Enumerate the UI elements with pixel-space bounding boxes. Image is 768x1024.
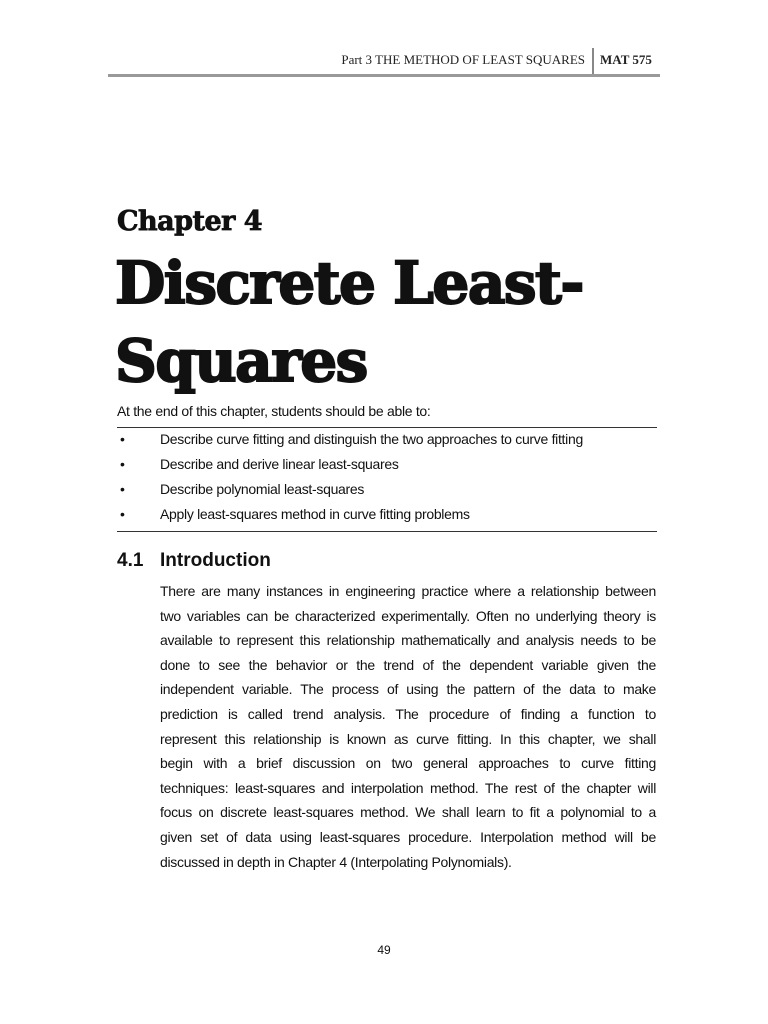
bullet-icon: •	[120, 506, 125, 522]
paragraph-line: discussed in depth in Chapter 4 (Interpolating Polynomials).	[160, 853, 512, 870]
paragraph-line: techniques: least-squares and interpolation method. The rest of the chapter will	[160, 779, 656, 796]
intro-paragraph	[160, 580, 656, 875]
objectives-intro: At the end of this chapter, students should be able to:	[117, 403, 431, 419]
objective-text: Apply least-squares method in curve fitting problems	[160, 506, 470, 522]
objective-text: Describe polynomial least-squares	[160, 481, 365, 497]
chapter-label: Chapter 4	[117, 206, 263, 237]
section-heading	[117, 550, 271, 572]
paragraph-line: represent this relationship is known as curve fitting. In this chapter, we shall	[160, 730, 656, 747]
chapter-title	[115, 244, 583, 400]
header-rule	[108, 74, 660, 77]
paragraph-line: done to see the behavior or the trend of the dependent variable given the	[160, 656, 656, 673]
bullet-icon: •	[120, 456, 125, 472]
paragraph-line: There are many instances in engineering practice where a relationship between	[160, 583, 656, 599]
running-header	[0, 48, 768, 78]
bullet-icon: •	[120, 431, 125, 447]
bullet-icon: •	[120, 481, 125, 497]
section-number: 4.1	[117, 550, 144, 571]
paragraph-line: given set of data using least-squares procedure. Interpolation method will be	[160, 828, 656, 845]
objectives-bottom-rule	[117, 531, 657, 532]
objectives-top-rule	[117, 427, 657, 428]
objective-text: Describe curve fitting and distinguish the two approaches to curve fitting	[160, 431, 583, 447]
paragraph-line: independent variable. The process of using the pattern of the data to make	[160, 681, 656, 698]
chapter-title-line-1: Discrete Least-	[115, 249, 583, 317]
objective-text: Describe and derive linear least-squares	[160, 456, 399, 472]
paragraph-line: available to represent this relationship mathematically and analysis needs to be	[160, 632, 656, 649]
header-part-title: Part 3 THE METHOD OF LEAST SQUARES	[341, 52, 585, 67]
header-divider	[592, 48, 594, 76]
paragraph-line: begin with a brief discussion on two general approaches to curve fitting	[160, 755, 656, 772]
chapter-title-line-2: Squares	[115, 327, 367, 395]
paragraph-line: focus on discrete least-squares method. We shall learn to fit a polynomial to a	[160, 804, 656, 821]
header-course-code: MAT 575	[600, 52, 652, 67]
paragraph-line: prediction is called trend analysis. The procedure of finding a function to	[160, 705, 656, 722]
page-number: 49	[377, 943, 391, 957]
section-title: Introduction	[160, 550, 271, 571]
paragraph-line: two variables can be characterized experimentally. Often no underlying theory is	[160, 607, 656, 624]
